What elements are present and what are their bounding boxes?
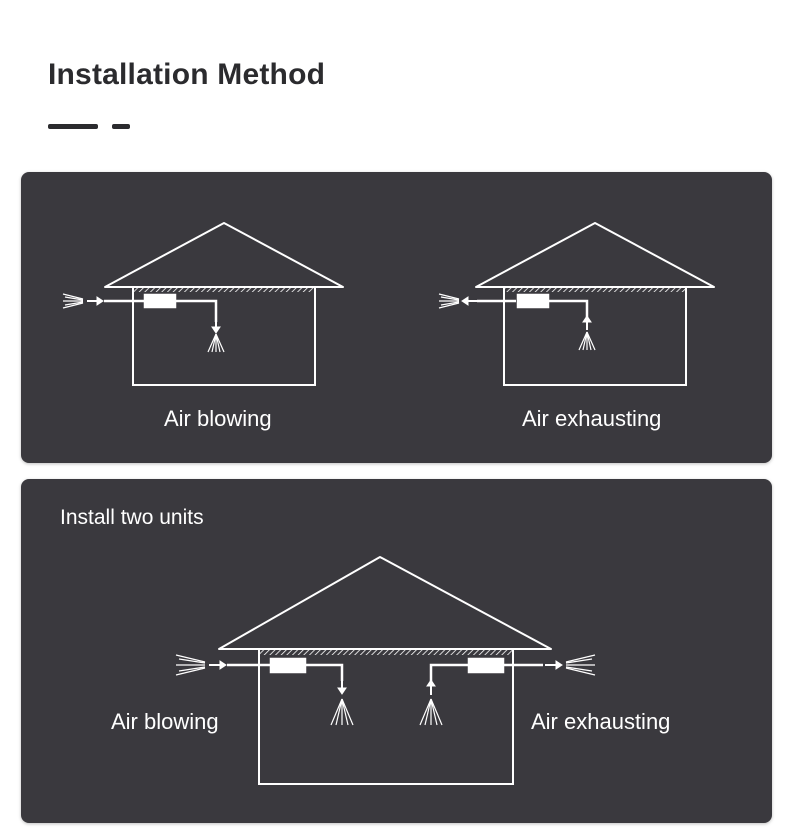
duct-fan-icon: [431, 659, 543, 681]
title-underline: [48, 124, 130, 129]
house-exhausting-icon: [476, 223, 714, 385]
airflow-down-arrow-icon: [212, 317, 220, 333]
single-unit-panel: [21, 172, 772, 463]
duct-fan-icon: [227, 659, 342, 681]
air-burst-icon: [63, 294, 83, 308]
air-exhausting-label: Air exhausting: [522, 406, 662, 431]
air-burst-down-icon: [331, 699, 353, 725]
air-burst-icon: [439, 294, 459, 308]
air-burst-up-icon: [420, 699, 442, 725]
air-blowing-label: Air blowing: [111, 709, 219, 734]
airflow-out-arrow-icon: [545, 661, 562, 669]
airflow-out-arrow-icon: [462, 297, 477, 305]
two-units-panel: [21, 479, 772, 823]
duct-fan-icon: [477, 295, 587, 322]
duct-fan-icon: [104, 295, 216, 322]
install-two-units-title: Install two units: [60, 506, 204, 529]
air-burst-down-icon: [208, 334, 224, 352]
two-units-diagram: [21, 479, 772, 823]
airflow-in-arrow-icon: [87, 297, 103, 305]
air-burst-icon: [176, 655, 205, 675]
airflow-in-arrow-icon: [209, 661, 226, 669]
airflow-down-arrow-icon: [338, 679, 346, 694]
house-blowing-icon: [105, 223, 343, 385]
air-exhausting-label: Air exhausting: [531, 709, 671, 734]
air-blowing-label: Air blowing: [164, 406, 272, 431]
airflow-up-arrow-icon: [427, 680, 435, 695]
airflow-up-arrow-icon: [583, 316, 591, 330]
air-burst-up-icon: [579, 332, 595, 350]
page-title: Installation Method: [48, 58, 326, 91]
air-burst-icon: [566, 655, 595, 675]
